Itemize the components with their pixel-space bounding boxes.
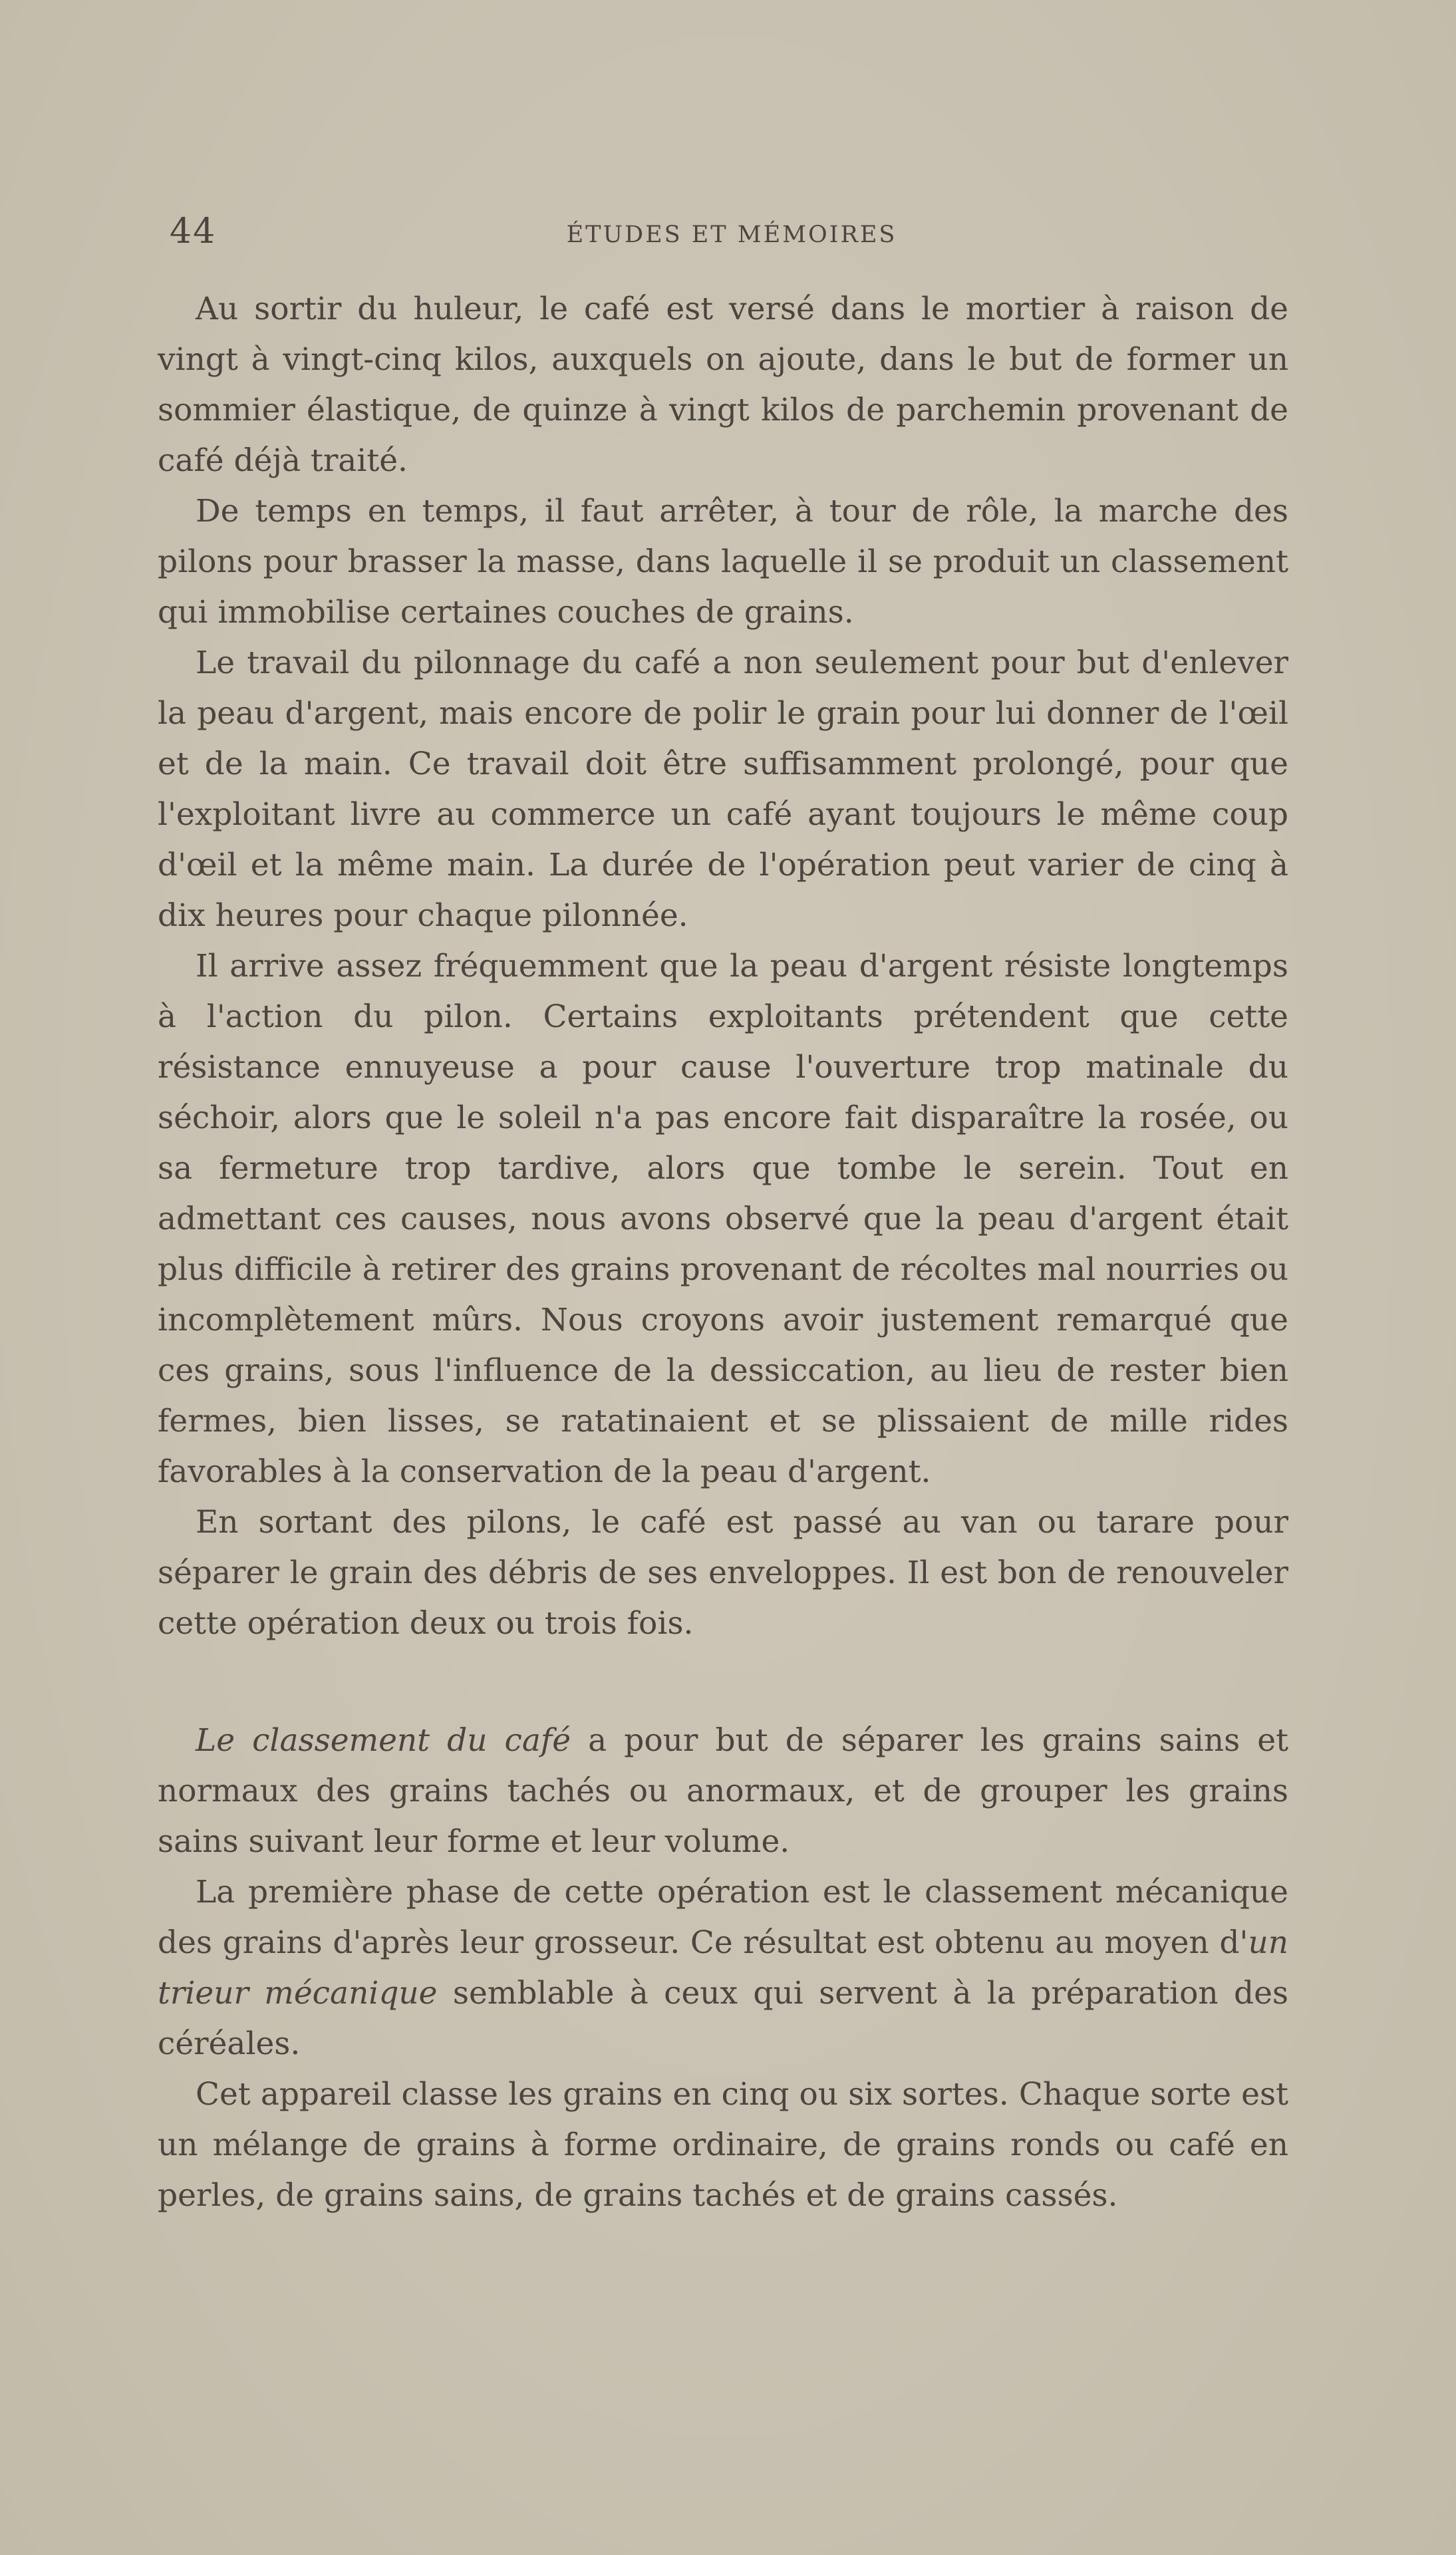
- section-break: [158, 1649, 1288, 1716]
- running-head: ÉTUDES ET MÉMOIRES: [566, 222, 897, 248]
- paragraph-6: [158, 1716, 1288, 1867]
- paragraph-5: En sortant des pilons, le café est passé au van ou tarare pour séparer le grain des débris de ses enveloppes. Il est bon de renouveler cette opération deux ou trois fois.: [158, 1504, 1288, 1642]
- body-text: [158, 284, 1288, 2221]
- section-heading-italic: Le classement du café: [196, 1722, 571, 1759]
- paragraph-3: Le travail du pilonnage du café a non seulement pour but d'enlever la peau d'argent, mais encore de polir le grain pour lui donner de l'œil et de la main. Ce travail doit être suffisamment prolongé, pour que l'exploitant livre au commerce un café ayant toujours le même coup d'œil et la même main. La durée de l'opération peut varier de cinq à dix heures pour chaque pilonnée.: [158, 645, 1288, 934]
- paragraph-4: Il arrive assez fréquemment que la peau d'argent résiste longtemps à l'action du pilon. Certains exploitants prétendent que cette résistance ennuyeuse a pour cause l'ouverture trop matinale du séchoir, alors que le soleil n'a pas encore fait disparaître la rosée, ou sa fermeture trop tardive, alors que tombe le serein. Tout en admettant ces causes, nous avons observé que la peau d'argent était plus difficile à retirer des grains provenant de récoltes mal nourries ou incomplètement mûrs. Nous croyons avoir justement remarqué que ces grains, sous l'influence de la dessiccation, au lieu de rester bien fermes, bien lisses, se ratatinaient et se plissaient de mille rides favorables à la conservation de la peau d'argent.: [158, 948, 1288, 1490]
- paragraph-2: De temps en temps, il faut arrêter, à tour de rôle, la marche des pilons pour brasser la masse, dans laquelle il se produit un classement qui immobilise certaines couches de grains.: [158, 493, 1288, 631]
- paragraph-7-end: semblable à ceux qui servent à la préparation des céréales.: [158, 1975, 1289, 2062]
- paragraph-7-start: La première phase de cette opération est le classement mécanique des grains d'après leur grosseur. Ce résultat est obtenu au moyen d': [158, 1874, 1288, 1961]
- paragraph-1: Au sortir du huleur, le café est versé dans le mortier à raison de vingt à vingt-cinq kilos, auxquels on ajoute, dans le but de former un sommier élastique, de quinze à vingt kilos de parchemin provenant de café déjà traité.: [158, 291, 1288, 479]
- paragraph-6-text: a pour but de séparer les grains sains et normaux des grains tachés ou anormaux, et de grouper les grains sains suivant leur forme et leur volume.: [158, 1722, 1288, 1860]
- term-italic: un trieur mécanique: [158, 1924, 1288, 2012]
- paragraph-8: Cet appareil classe les grains en cinq ou six sortes. Chaque sorte est un mélange de grains à forme ordinaire, de grains ronds ou café en perles, de grains sains, de grains tachés et de grains cassés.: [158, 2076, 1288, 2214]
- page-number: 44: [170, 212, 217, 251]
- page-header: [170, 212, 1294, 251]
- paragraph-7: [158, 1867, 1288, 2069]
